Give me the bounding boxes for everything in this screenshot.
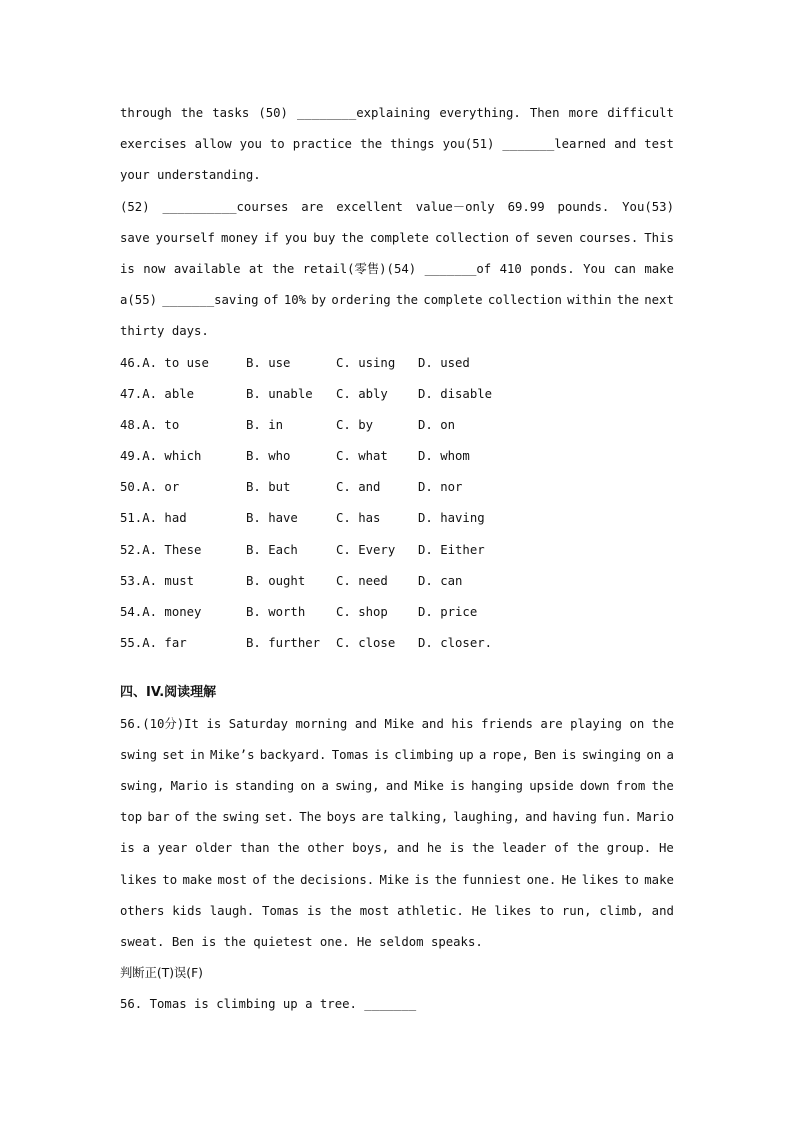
word: a(55) [120,293,158,308]
option-a: 46.A. to use [120,355,209,370]
word: standing [234,778,295,793]
reading-line-3 [120,771,674,802]
word: the [277,841,300,856]
question-row [120,597,674,628]
word: on [300,778,316,793]
word: on [629,716,645,731]
word: set. [264,810,295,825]
word: climbing [394,747,454,762]
word: funniest [462,872,522,887]
word: likes [494,903,532,918]
word: likes [120,872,158,887]
word: by [311,293,327,308]
option-c: C. shop [336,605,388,619]
word: is [206,716,222,731]
word: one. [526,872,557,887]
word: Ben [534,747,557,762]
word: swing, [335,778,380,793]
word: ________explaining [297,106,431,120]
question-row [120,379,674,410]
word: morning [295,716,348,731]
word: difficult [607,106,674,120]
option-a: 47.A. able [120,386,195,401]
word: 10% [283,293,307,308]
word: Mario [636,810,674,825]
word: year [157,841,188,856]
word: seven [535,230,573,245]
word: Tomas [262,903,300,918]
word: hanging [471,778,523,793]
option-d: D. nor [418,480,463,495]
option-b: B. but [246,480,291,495]
word: bar [147,810,170,825]
option-d: D. price [418,605,478,619]
passage-line-1 [120,98,674,129]
word: He [561,872,577,887]
passage-line-8: thirty days. [120,324,209,339]
word: test [644,137,674,152]
word: is [306,903,322,918]
word: Mike [384,716,415,731]
option-b: B. have [246,511,298,526]
word: within [567,293,612,308]
word: collection [487,293,562,308]
word: swing [222,810,260,825]
word: 56.(10分)It [120,716,199,731]
word: He [658,841,674,856]
word: the [651,716,674,731]
word: talking, [388,810,449,825]
option-c: C. and [336,480,381,495]
word: through [120,106,172,120]
reading-line-1 [120,709,674,740]
word: top [120,810,143,825]
word: save [120,230,150,245]
word: having [552,810,597,825]
word: ponds. [530,261,575,276]
word: are [361,810,384,825]
word: a [142,841,150,856]
word: the [194,810,218,825]
word: courses. [579,230,639,245]
word: are [301,199,324,214]
word: This [644,230,674,245]
word: you [239,137,262,152]
option-b: B. further [246,636,321,651]
word: up [458,747,474,762]
option-b: B. worth [246,605,306,619]
word: the [651,778,674,793]
option-a: 51.A. had [120,511,187,526]
word: The [299,810,322,825]
word: others [120,903,165,918]
word: he [426,841,442,856]
word: to [624,872,639,887]
word: set [162,747,185,762]
word: things [390,137,435,152]
word: allow [194,137,232,152]
word: 410 [499,261,522,276]
word: yourself [155,230,215,245]
option-d: D. on [418,417,456,432]
word: swinging [581,747,641,762]
word: athletic. [397,903,464,918]
word: than [239,841,270,856]
question-56: 56. Tomas is climbing up a tree. _______ [120,997,417,1012]
word: is [120,261,135,276]
word: a [666,747,674,762]
word: 69.99 [507,199,545,214]
word: is [213,778,229,793]
section-spacer [120,659,674,677]
word: You [583,261,606,276]
word: exercises [120,137,187,152]
word: the [272,261,295,276]
word: a [321,778,329,793]
question-row [120,535,674,566]
reading-line-5 [120,833,674,864]
option-a: 49.A. which [120,449,202,464]
word: Then [529,106,560,120]
option-d: D. closer. [418,636,493,651]
word: Saturday [228,716,288,731]
word: laugh. [209,903,255,918]
passage-line-3: your understanding. [120,168,261,183]
option-d: D. disable [418,386,493,401]
word: are [540,716,563,731]
option-d: D. used [418,355,470,370]
question-list [120,348,674,660]
word: (52) [120,199,150,214]
option-c: C. what [336,449,388,464]
word: make [182,872,213,887]
question-row [120,472,674,503]
word: from [615,778,646,793]
word: rope, [491,747,529,762]
option-b: B. use [246,355,291,370]
word: available [173,261,241,276]
word: You(53) [622,199,674,214]
question-row [120,566,674,597]
question-row [120,410,674,441]
word: practice [292,137,352,152]
word: _______learned [502,137,607,152]
word: boys [326,810,357,825]
option-b: B. unable [246,386,313,401]
option-c: C. using [336,355,396,370]
question-row [120,503,674,534]
question-row [120,628,674,659]
reading-line-7 [120,896,674,927]
word: the [341,230,364,245]
word: laughing, [453,810,520,825]
word: most [217,872,248,887]
option-c: C. Every [336,542,396,557]
word: _______of [424,261,492,276]
word: everything. [439,106,521,120]
option-d: D. Either [418,542,485,557]
word: on [646,747,662,762]
word: retail(零售)(54) [302,261,417,276]
word: leader [502,841,547,856]
word: and [651,903,674,918]
word: now [143,261,166,276]
word: of [174,810,190,825]
word: excellent [336,199,403,214]
word: the [395,293,419,308]
word: in [189,747,205,762]
passage-line-4 [120,192,674,223]
word: playing [570,716,622,731]
word: of [515,230,530,245]
word: buy [313,230,336,245]
word: Mike [414,778,444,793]
word: the [616,293,639,308]
reading-line-4 [120,802,674,833]
word: his [451,716,474,731]
option-b: B. in [246,417,284,432]
word: backyard. [259,747,327,762]
option-c: C. need [336,573,388,588]
option-a: 50.A. or [120,480,180,495]
word: pounds. [557,199,610,214]
word: Mario [170,778,208,793]
word: make [644,261,674,276]
word: is [374,747,389,762]
question-row [120,348,674,379]
word: and [614,137,637,152]
document-page [120,98,674,1020]
word: complete [423,293,483,308]
word: is [414,872,430,887]
word: is [450,778,465,793]
word: can [613,261,636,276]
option-a: 53.A. must [120,573,195,588]
word: most [359,903,390,918]
word: the [180,106,204,120]
word: of [263,293,279,308]
option-c: C. by [336,417,374,432]
option-c: C. close [336,636,396,651]
option-a: 48.A. to [120,417,180,432]
word: He [471,903,487,918]
passage-line-2 [120,129,674,160]
word: the [576,841,600,856]
word: _______saving [162,293,259,308]
word: to [162,872,178,887]
word: is [561,747,577,762]
word: make [644,872,674,887]
word: is [120,841,135,856]
word: the [434,872,457,887]
word: kids [172,903,202,918]
word: group. [606,841,652,856]
word: a [478,747,487,762]
reading-line-2 [120,740,674,771]
option-a: 54.A. money [120,605,202,619]
word: the [329,903,352,918]
word: swing [120,747,158,762]
word: Mike [379,872,410,887]
word: the [272,872,295,887]
word: to [269,137,285,152]
passage-line-7 [120,285,674,316]
option-c: C. has [336,511,381,526]
reading-line-6 [120,865,674,896]
word: decisions. [300,872,375,887]
word: older [195,841,233,856]
word: the [359,137,383,152]
option-d: D. can [418,573,463,588]
option-a: 55.A. far [120,636,187,651]
word: more [568,106,599,120]
word: fun. [602,810,632,825]
word: and [396,841,420,856]
option-b: B. Each [246,542,298,557]
word: friends [481,716,533,731]
word: other [307,841,345,856]
option-d: D. whom [418,449,470,464]
option-b: B. ought [246,573,306,588]
word: swing, [120,778,165,793]
option-b: B. who [246,449,291,464]
passage-line-5 [120,223,674,254]
question-row [120,441,674,472]
word: (50) [258,106,288,120]
true-false-instruction: 判断正(T)误(F) [120,966,203,981]
word: collection [434,230,510,245]
word: tasks [212,106,250,120]
passage-line-6 [120,254,674,285]
word: likes [581,872,619,887]
word: down [579,778,610,793]
word: the [472,841,495,856]
word: boys, [352,841,390,856]
word: is [449,841,465,856]
word: to [539,903,555,918]
word: Mike’s [210,747,255,762]
word: of [554,841,570,856]
option-d: D. having [418,511,485,526]
option-c: C. ably [336,386,388,401]
word: and [385,778,408,793]
word: and [354,716,378,731]
word: run, [561,903,592,918]
word: if [264,230,279,245]
word: upside [529,778,574,793]
word: ordering [331,293,391,308]
word: climb, [599,903,644,918]
word: of [252,872,268,887]
option-a: 52.A. These [120,542,202,557]
reading-line-8: sweat. Ben is the quietest one. He seldom speaks. [120,934,483,949]
word: complete [369,230,429,245]
word: next [644,293,674,308]
word: __________courses [162,199,289,214]
word: you [284,230,308,245]
word: value－only [415,199,495,214]
word: and [525,810,548,825]
word: at [248,261,264,276]
word: you(51) [442,137,495,152]
word: Tomas [331,747,369,762]
word: money [220,230,258,245]
word: and [421,716,444,731]
section-heading: 四、IV.阅读理解 [120,685,217,701]
